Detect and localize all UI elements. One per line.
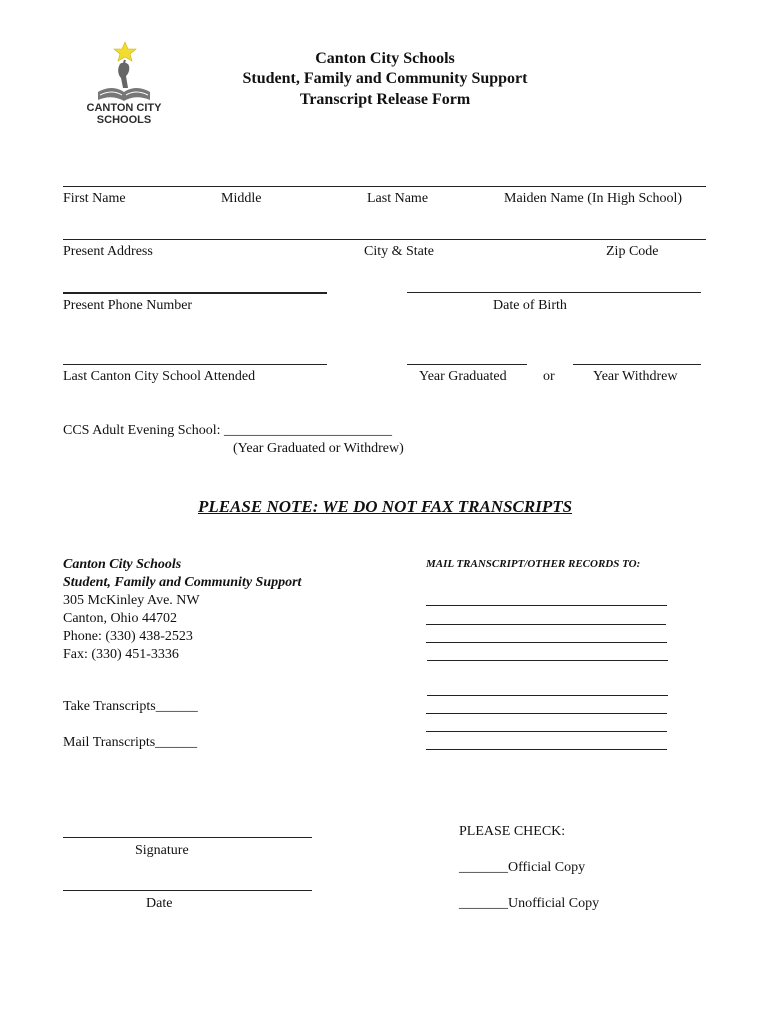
no-fax-notice: PLEASE NOTE: WE DO NOT FAX TRANSCRIPTS xyxy=(197,497,573,516)
adult-school-field[interactable]: CCS Adult Evening School: ________________________ xyxy=(63,423,393,438)
office-phone: Phone: (330) 438-2523 xyxy=(63,629,193,644)
unofficial-copy-option[interactable]: _______Unofficial Copy xyxy=(459,896,600,911)
logo-text-line1: CANTON CITY xyxy=(86,102,162,114)
date-label: Date xyxy=(146,896,173,911)
mail-to-line-6[interactable] xyxy=(426,713,667,714)
header-title-line3: Transcript Release Form xyxy=(299,91,471,108)
last-name-label: Last Name xyxy=(367,191,429,206)
address-line[interactable] xyxy=(63,239,706,240)
present-phone-label: Present Phone Number xyxy=(63,298,193,313)
mail-to-line-2[interactable] xyxy=(426,624,666,625)
or-label: or xyxy=(543,369,555,384)
mail-to-line-8[interactable] xyxy=(426,749,667,750)
city-state-label: City & State xyxy=(364,244,434,259)
last-school-label: Last Canton City School Attended xyxy=(63,369,256,384)
phone-line[interactable] xyxy=(63,292,327,294)
signature-label: Signature xyxy=(135,843,189,858)
zip-code-label: Zip Code xyxy=(606,244,659,259)
year-withdrew-line[interactable] xyxy=(573,364,701,365)
office-dept: Student, Family and Community Support xyxy=(63,575,302,590)
mail-to-heading: MAIL TRANSCRIPT/OTHER RECORDS TO: xyxy=(426,558,641,570)
mail-to-line-3[interactable] xyxy=(426,642,667,643)
mail-transcripts-option[interactable]: Mail Transcripts______ xyxy=(63,735,198,750)
year-graduated-label: Year Graduated xyxy=(419,369,507,384)
please-check-heading: PLEASE CHECK: xyxy=(459,824,566,839)
logo-text-line2: SCHOOLS xyxy=(96,114,152,126)
mail-to-line-4[interactable] xyxy=(427,660,668,661)
date-line[interactable] xyxy=(63,890,312,891)
take-transcripts-option[interactable]: Take Transcripts______ xyxy=(63,699,198,714)
mail-to-line-5[interactable] xyxy=(427,695,668,696)
present-address-label: Present Address xyxy=(63,244,153,259)
official-copy-option[interactable]: _______Official Copy xyxy=(459,860,586,875)
year-graduated-line[interactable] xyxy=(407,364,527,365)
year-withdrew-label: Year Withdrew xyxy=(593,369,678,384)
office-city: Canton, Ohio 44702 xyxy=(63,611,177,626)
last-school-line[interactable] xyxy=(63,364,327,365)
header-title-line2: Student, Family and Community Support xyxy=(242,70,528,87)
header-title-line1: Canton City Schools xyxy=(315,50,455,67)
logo-book-icon xyxy=(98,88,150,101)
logo-figure-icon xyxy=(118,63,129,88)
maiden-name-label: Maiden Name (In High School) xyxy=(504,191,683,206)
date-of-birth-label: Date of Birth xyxy=(493,298,567,313)
adult-school-hint: (Year Graduated or Withdrew) xyxy=(233,441,404,456)
office-street: 305 McKinley Ave. NW xyxy=(63,593,200,608)
office-fax: Fax: (330) 451-3336 xyxy=(63,647,179,662)
mail-to-line-1[interactable] xyxy=(426,605,667,606)
office-name: Canton City Schools xyxy=(63,557,182,572)
middle-name-label: Middle xyxy=(221,191,262,206)
date-of-birth-line[interactable] xyxy=(407,292,701,293)
signature-line[interactable] xyxy=(63,837,312,838)
first-name-label: First Name xyxy=(63,191,126,206)
logo-star-icon xyxy=(114,42,136,61)
name-line[interactable] xyxy=(63,186,706,187)
mail-to-line-7[interactable] xyxy=(426,731,667,732)
